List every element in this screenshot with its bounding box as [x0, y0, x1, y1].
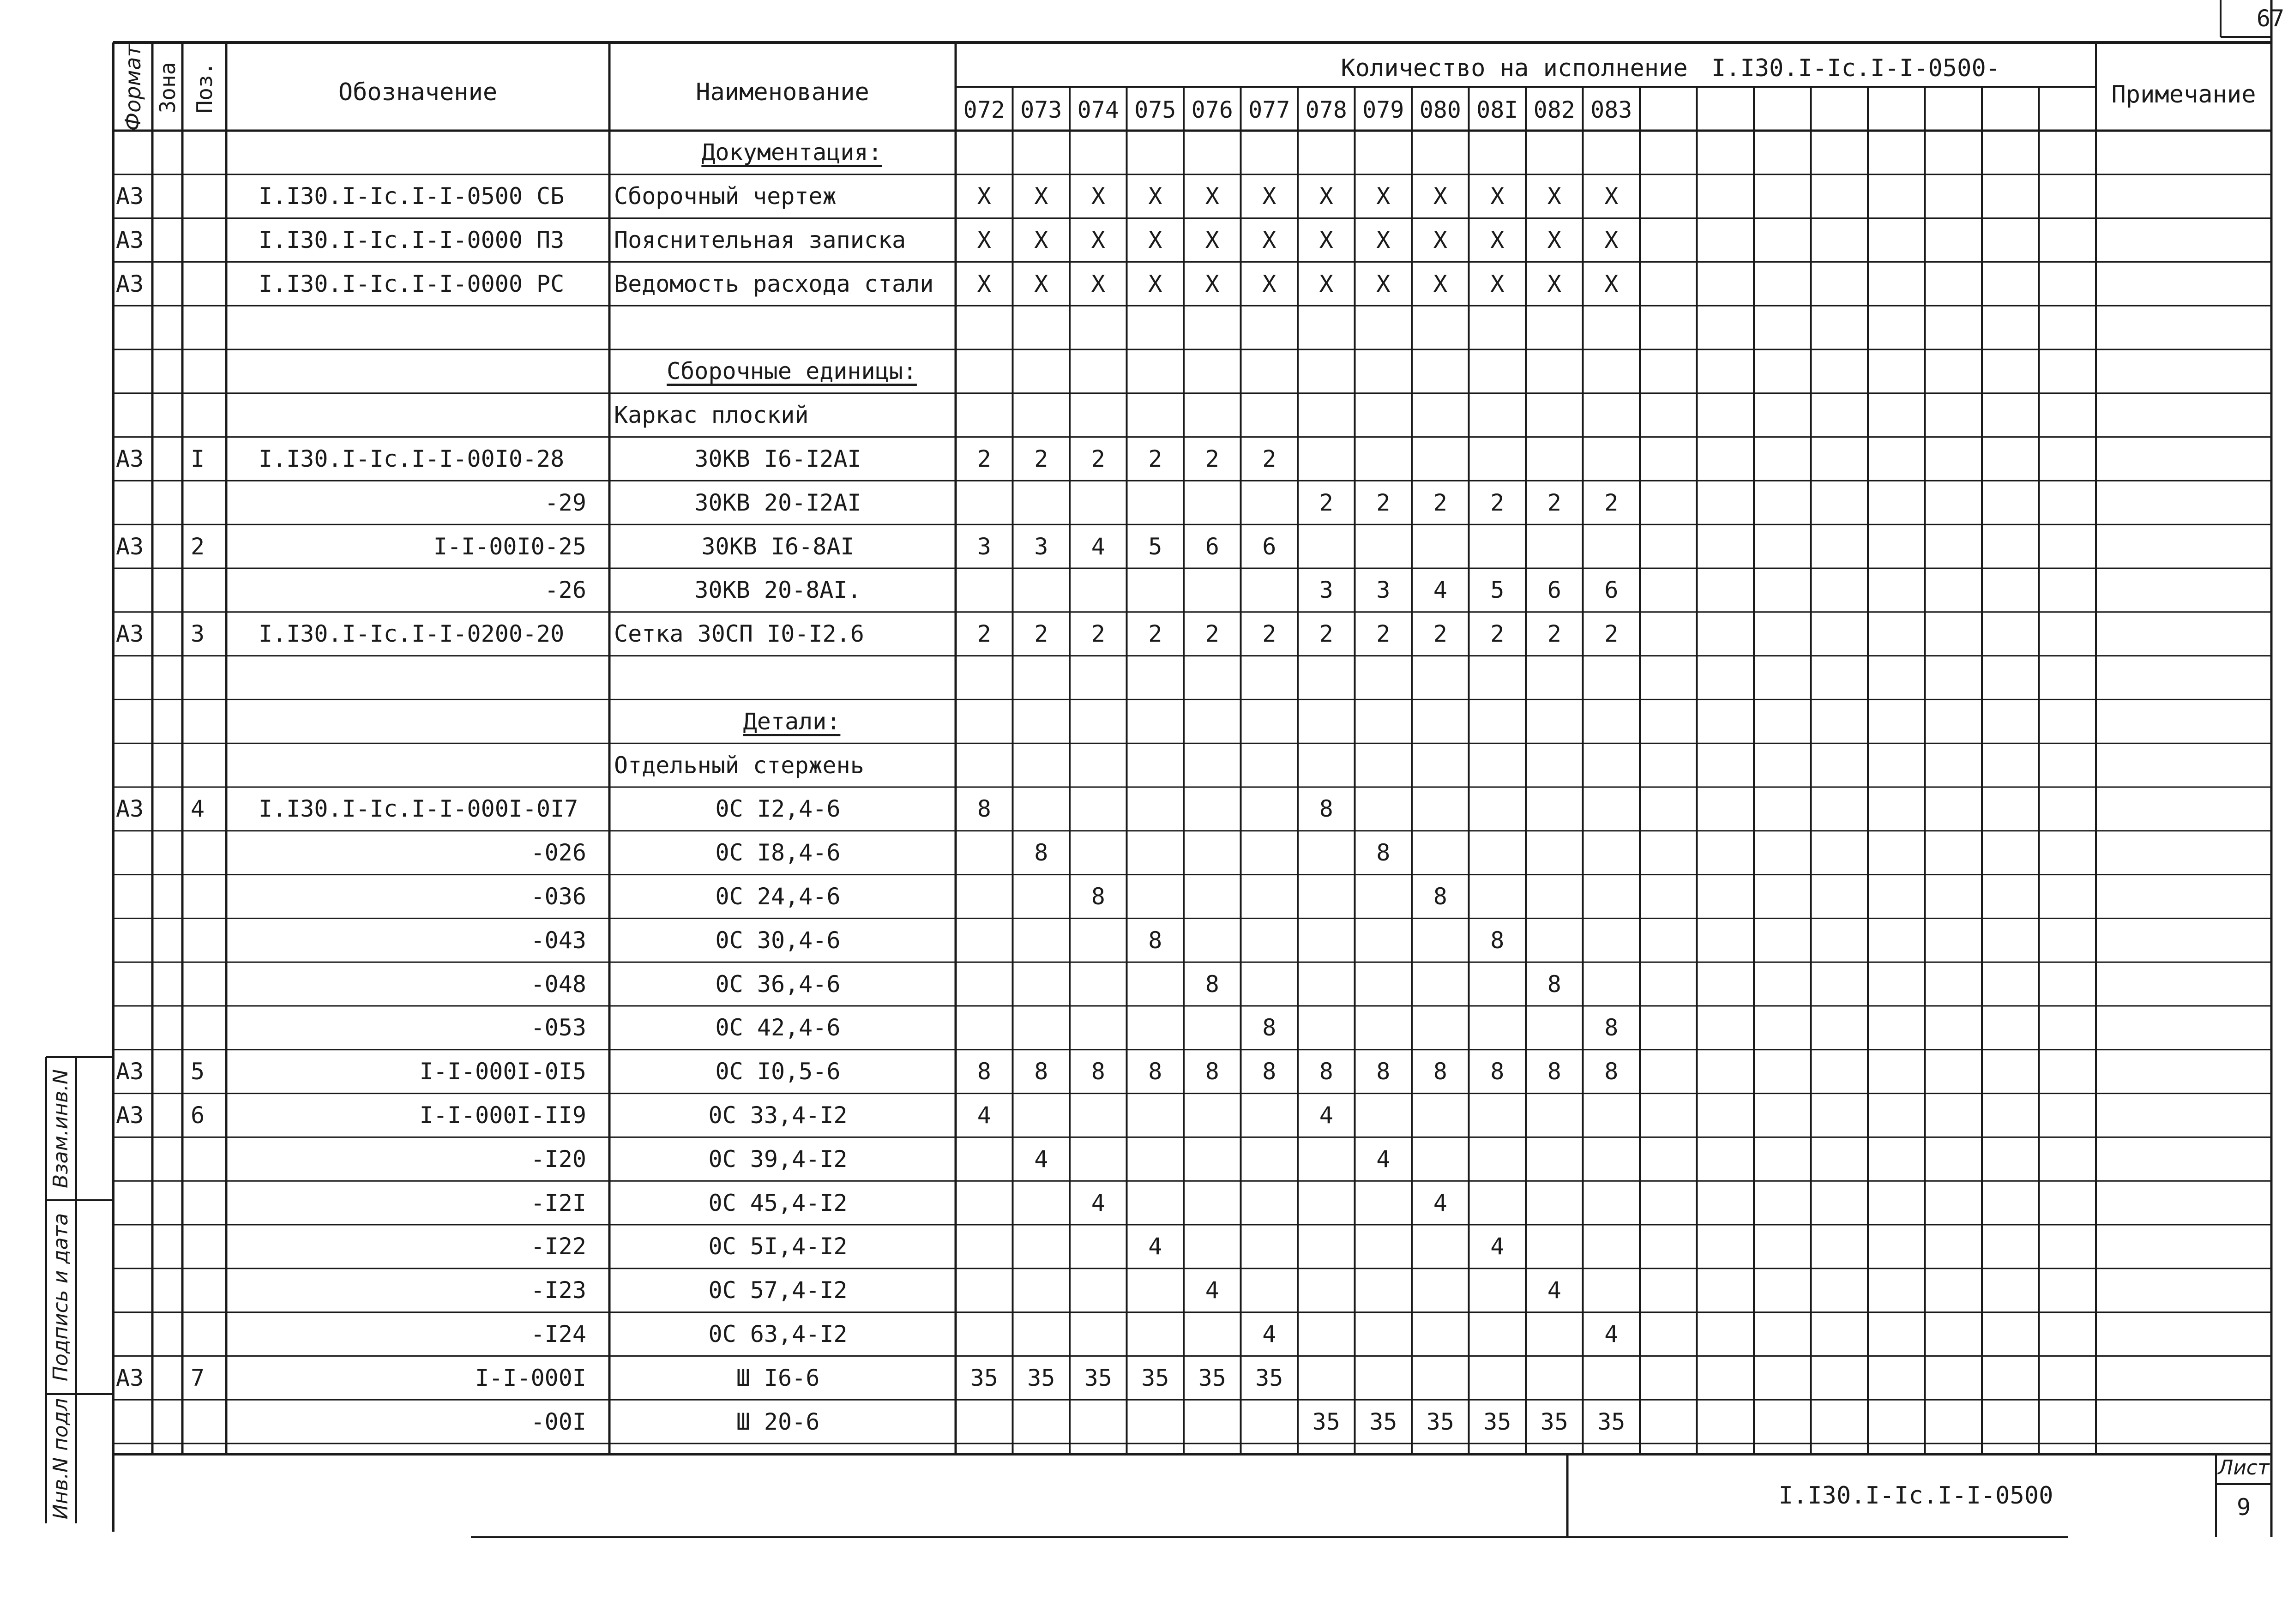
variant-08I: 08I [1476, 96, 1518, 123]
row-name: Ш 20-6 [736, 1408, 820, 1435]
quantity-cell: 4 [1319, 1102, 1333, 1129]
quantity-cell: 3 [977, 533, 991, 560]
row-format: А3 [116, 183, 144, 210]
quantity-cell: 3 [1034, 533, 1048, 560]
row-name: 0С 42,4-6 [715, 1014, 841, 1041]
row-name: 0С 57,4-I2 [708, 1277, 848, 1304]
variant-078: 078 [1305, 96, 1347, 123]
quantity-cell: 35 [1597, 1408, 1626, 1435]
quantity-cell: 35 [1027, 1364, 1055, 1391]
quantity-cell: X [1319, 183, 1333, 210]
row-designation: -048 [530, 970, 586, 998]
quantity-cell: X [1433, 227, 1447, 253]
quantity-cell: 8 [977, 1058, 991, 1085]
sheet-number: 9 [2236, 1494, 2251, 1521]
row-designation: -26 [544, 577, 586, 604]
quantity-cell: 2 [1490, 489, 1505, 516]
row-name: Отдельный стержень [614, 752, 864, 779]
quantity-cell: 8 [1148, 926, 1162, 954]
quantity-cell: 4 [977, 1102, 991, 1129]
quantity-cell: 35 [1426, 1408, 1454, 1435]
quantity-cell: X [1490, 227, 1505, 253]
row-designation: -026 [530, 839, 586, 866]
quantity-cell: 5 [1490, 577, 1505, 604]
name-header: Наименование [696, 78, 869, 106]
quantity-cell: 2 [1376, 620, 1391, 648]
quantity-cell: X [1148, 227, 1162, 253]
row-designation: I-I-000I-0I5 [419, 1058, 586, 1085]
quantity-cell: X [1319, 270, 1333, 297]
quantity-cell: 2 [1034, 620, 1048, 648]
row-position: 3 [191, 620, 205, 648]
row-format: А3 [116, 1058, 144, 1085]
row-format: А3 [116, 1102, 144, 1129]
note-header: Примечание [2111, 81, 2256, 108]
quantity-cell: X [1547, 183, 1561, 210]
quantity-cell: 2 [1604, 489, 1619, 516]
quantity-cell: 2 [1490, 620, 1505, 648]
row-name: 0С 5I,4-I2 [708, 1233, 848, 1260]
row-name: 0С 63,4-I2 [708, 1321, 848, 1347]
quantity-cell: 8 [1205, 970, 1219, 998]
quantity-cell: 2 [1205, 445, 1219, 472]
row-name: Каркас плоский [614, 402, 809, 429]
quantity-cell: 8 [1205, 1058, 1219, 1085]
quantity-cell: 2 [1148, 620, 1162, 648]
row-position: I [191, 445, 205, 472]
row-designation: -036 [530, 883, 586, 910]
quantity-cell: X [1319, 227, 1333, 253]
quantity-cell: X [1034, 270, 1048, 297]
row-designation: I.I30.I-Ic.I-I-00I0-28 [259, 445, 565, 472]
row-designation: -I22 [530, 1233, 586, 1260]
row-name: 0С 45,4-I2 [708, 1189, 848, 1216]
quantity-cell: 8 [1376, 1058, 1391, 1085]
quantity-cell: 8 [1148, 1058, 1162, 1085]
row-designation: -I23 [530, 1277, 586, 1304]
quantity-header: Количество на исполнение [1341, 54, 1688, 82]
row-designation: I-I-000I-II9 [419, 1102, 586, 1129]
quantity-cell: 8 [1091, 883, 1105, 910]
variant-082: 082 [1533, 96, 1575, 123]
quantity-cell: 35 [1141, 1364, 1169, 1391]
pos-header: Поз. [192, 62, 217, 114]
quantity-cell: X [1376, 183, 1391, 210]
row-name: 30КВ 20-I2АI [694, 489, 861, 516]
quantity-cell: 8 [1433, 1058, 1447, 1085]
stamp-inv-duplicate: Взам.инв.N [49, 1069, 72, 1188]
row-name: Сборочные единицы: [667, 358, 917, 385]
quantity-cell: 35 [1255, 1364, 1283, 1391]
quantity-cell: 8 [1262, 1058, 1276, 1085]
row-format: А3 [116, 1364, 144, 1391]
quantity-cell: 35 [1369, 1408, 1397, 1435]
row-designation: I-I-00I0-25 [433, 533, 586, 560]
quantity-cell: 4 [1205, 1277, 1219, 1304]
quantity-cell: X [1433, 270, 1447, 297]
quantity-cell: 2 [977, 445, 991, 472]
quantity-cell: 8 [1433, 883, 1447, 910]
quantity-cell: X [1034, 183, 1048, 210]
footer-doc-code: I.I30.I-Ic.I-I-0500 [1778, 1482, 2053, 1510]
format-header: Формат [120, 44, 145, 131]
quantity-cell: X [1262, 270, 1276, 297]
row-format: А3 [116, 795, 144, 823]
quantity-cell: 8 [1091, 1058, 1105, 1085]
variant-080: 080 [1419, 96, 1461, 123]
quantity-cell: 2 [1433, 489, 1447, 516]
variant-072: 072 [963, 96, 1005, 123]
quantity-cell: 2 [1205, 620, 1219, 648]
quantity-cell: 6 [1547, 577, 1561, 604]
stamp-signature-date: Подпись и дата [49, 1213, 72, 1382]
quantity-cell: 35 [1312, 1408, 1340, 1435]
row-name: 30КВ I6-I2АI [694, 445, 861, 472]
row-name: 0С I8,4-6 [715, 839, 841, 866]
variant-074: 074 [1077, 96, 1119, 123]
quantity-cell: 4 [1262, 1321, 1276, 1347]
quantity-cell: 2 [1319, 620, 1333, 648]
quantity-cell: X [1604, 227, 1619, 253]
row-designation: -I24 [530, 1321, 586, 1347]
quantity-cell: 3 [1376, 577, 1391, 604]
quantity-cell: 8 [1034, 839, 1048, 866]
quantity-cell: 8 [1547, 970, 1561, 998]
row-designation: -053 [530, 1014, 586, 1041]
quantity-cell: X [1490, 183, 1505, 210]
quantity-cell: 8 [1604, 1058, 1619, 1085]
row-name: Ведомость расхода стали [614, 270, 934, 297]
quantity-cell: 6 [1262, 533, 1276, 560]
quantity-cell: X [977, 227, 991, 253]
quantity-cell: X [977, 183, 991, 210]
row-designation: I.I30.I-Ic.I-I-0000 ПЗ [259, 227, 565, 253]
quantity-cell: X [1262, 227, 1276, 253]
row-name: Сборочный чертеж [614, 183, 837, 210]
quantity-cell: 4 [1433, 1189, 1447, 1216]
quantity-cell: 35 [1084, 1364, 1112, 1391]
quantity-cell: 2 [1262, 620, 1276, 648]
row-name: 0С 30,4-6 [715, 926, 841, 954]
quantity-cell: 4 [1376, 1145, 1391, 1173]
quantity-cell: 6 [1604, 577, 1619, 604]
quantity-cell: X [1034, 227, 1048, 253]
row-designation: -I20 [530, 1145, 586, 1173]
quantity-cell: 8 [1490, 1058, 1505, 1085]
quantity-cell: 2 [1262, 445, 1276, 472]
quantity-cell: 2 [1091, 445, 1105, 472]
sheet-label: Лист [2218, 1456, 2270, 1480]
row-name: Сетка 30СП I0-I2.6 [614, 620, 864, 648]
row-name: 0С 33,4-I2 [708, 1102, 848, 1129]
quantity-cell: 35 [1540, 1408, 1568, 1435]
quantity-cell: 2 [1604, 620, 1619, 648]
quantity-cell: X [1205, 270, 1219, 297]
quantity-cell: 4 [1604, 1321, 1619, 1347]
row-position: 6 [191, 1102, 205, 1129]
row-designation: I.I30.I-Ic.I-I-000I-0I7 [259, 795, 578, 823]
quantity-cell: X [1091, 227, 1105, 253]
row-designation: -00I [530, 1408, 586, 1435]
row-designation: -I2I [530, 1189, 586, 1216]
variant-075: 075 [1134, 96, 1176, 123]
quantity-cell: 8 [1376, 839, 1391, 866]
row-position: 5 [191, 1058, 205, 1085]
quantity-cell: 35 [970, 1364, 998, 1391]
quantity-cell: 4 [1490, 1233, 1505, 1260]
variant-079: 079 [1362, 96, 1404, 123]
quantity-cell: 4 [1091, 533, 1105, 560]
designation-header: Обозначение [338, 78, 498, 106]
quantity-cell: 2 [1319, 489, 1333, 516]
row-name: 30КВ 20-8АI. [694, 577, 861, 604]
quantity-cell: X [1091, 183, 1105, 210]
zone-header: Зона [155, 62, 180, 114]
row-designation: I.I30.I-Ic.I-I-0500 СБ [259, 183, 565, 210]
quantity-cell: 2 [977, 620, 991, 648]
page-number: 67 [2256, 5, 2285, 32]
quantity-cell: 4 [1148, 1233, 1162, 1260]
row-name: 0С I0,5-6 [715, 1058, 841, 1085]
row-position: 7 [191, 1364, 205, 1391]
quantity-cell: X [1604, 183, 1619, 210]
quantity-cell: 35 [1483, 1408, 1511, 1435]
row-format: А3 [116, 445, 144, 472]
quantity-cell: X [1091, 270, 1105, 297]
quantity-cell: 2 [1547, 620, 1561, 648]
quantity-cell: 4 [1433, 577, 1447, 604]
row-name: Документация: [701, 139, 882, 166]
quantity-cell: 8 [1547, 1058, 1561, 1085]
row-name: Ш I6-6 [736, 1364, 820, 1391]
variant-077: 077 [1248, 96, 1290, 123]
quantity-cell: 35 [1198, 1364, 1226, 1391]
quantity-cell: 2 [1547, 489, 1561, 516]
quantity-cell: X [1547, 270, 1561, 297]
row-format: А3 [116, 270, 144, 297]
quantity-cell: 2 [1148, 445, 1162, 472]
quantity-cell: 4 [1091, 1189, 1105, 1216]
quantity-cell: 2 [1376, 489, 1391, 516]
quantity-cell: 2 [1034, 445, 1048, 472]
quantity-cell: X [1205, 183, 1219, 210]
variant-073: 073 [1020, 96, 1062, 123]
quantity-cell: X [977, 270, 991, 297]
row-name: 30КВ I6-8АI [701, 533, 855, 560]
quantity-cell: X [1604, 270, 1619, 297]
variant-076: 076 [1191, 96, 1233, 123]
quantity-cell: X [1490, 270, 1505, 297]
quantity-cell: 8 [1034, 1058, 1048, 1085]
quantity-cell: X [1433, 183, 1447, 210]
stamp-inv-original: Инв.N подл [49, 1398, 72, 1520]
quantity-cell: 3 [1319, 577, 1333, 604]
variant-083: 083 [1590, 96, 1632, 123]
quantity-cell: 2 [1091, 620, 1105, 648]
quantity-cell: X [1376, 270, 1391, 297]
quantity-cell: 8 [977, 795, 991, 823]
quantity-cell: X [1547, 227, 1561, 253]
quantity-cell: 8 [1319, 795, 1333, 823]
series-code: I.I30.I-Ic.I-I-0500- [1711, 54, 2001, 82]
row-format: А3 [116, 533, 144, 560]
row-designation: -043 [530, 926, 586, 954]
quantity-cell: 8 [1604, 1014, 1619, 1041]
row-designation: I-I-000I [475, 1364, 586, 1391]
quantity-cell: 8 [1490, 926, 1505, 954]
quantity-cell: X [1148, 183, 1162, 210]
quantity-cell: X [1148, 270, 1162, 297]
row-designation: I.I30.I-Ic.I-I-0200-20 [259, 620, 565, 648]
row-name: 0С 36,4-6 [715, 970, 841, 998]
row-name: 0С I2,4-6 [715, 795, 841, 823]
row-designation: -29 [544, 489, 586, 516]
quantity-cell: 8 [1262, 1014, 1276, 1041]
row-format: А3 [116, 620, 144, 648]
row-name: 0С 39,4-I2 [708, 1145, 848, 1173]
row-format: А3 [116, 227, 144, 253]
row-name: Пояснительная записка [614, 227, 906, 253]
quantity-cell: 5 [1148, 533, 1162, 560]
quantity-cell: 6 [1205, 533, 1219, 560]
row-name: 0С 24,4-6 [715, 883, 841, 910]
quantity-cell: 8 [1319, 1058, 1333, 1085]
quantity-cell: X [1205, 227, 1219, 253]
row-position: 2 [191, 533, 205, 560]
quantity-cell: 4 [1547, 1277, 1561, 1304]
row-designation: I.I30.I-Ic.I-I-0000 РС [259, 270, 565, 297]
row-position: 4 [191, 795, 205, 823]
quantity-cell: X [1376, 227, 1391, 253]
row-name: Детали: [743, 708, 841, 735]
quantity-cell: 2 [1433, 620, 1447, 648]
quantity-cell: 4 [1034, 1145, 1048, 1173]
quantity-cell: X [1262, 183, 1276, 210]
